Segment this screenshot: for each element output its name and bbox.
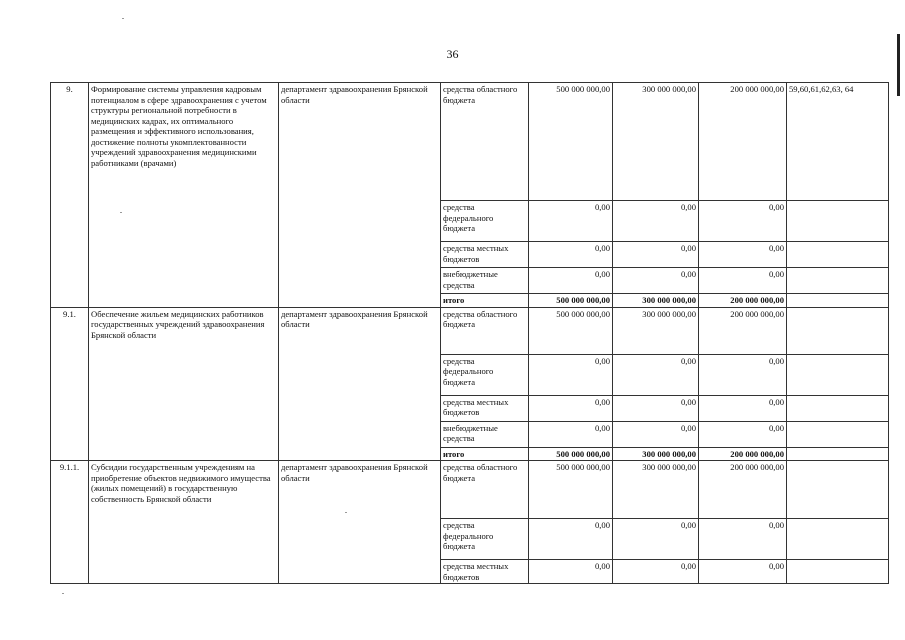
funding-source: средства федерального бюджета	[441, 201, 529, 242]
amount-cell: 0,00	[529, 268, 613, 294]
funding-source: средства местных бюджетов	[441, 242, 529, 268]
amount-cell: 0,00	[613, 421, 699, 447]
amount-cell: 200 000 000,00	[699, 461, 787, 519]
indicator-cell	[787, 395, 889, 421]
funding-source: средства областного бюджета	[441, 461, 529, 519]
table-row	[51, 307, 889, 354]
indicator-cell	[787, 307, 889, 354]
amount-cell: 0,00	[699, 268, 787, 294]
scan-edge-mark	[897, 34, 900, 96]
funding-source: средства местных бюджетов	[441, 560, 529, 584]
funding-source: средства областного бюджета	[441, 83, 529, 201]
amount-cell: 200 000 000,00	[699, 447, 787, 461]
amount-cell: 0,00	[529, 395, 613, 421]
amount-cell: 0,00	[699, 242, 787, 268]
amount-cell: 500 000 000,00	[529, 83, 613, 201]
table-row	[51, 83, 889, 201]
section-number: 9.1.	[51, 307, 89, 461]
funding-source: внебюджетные средства	[441, 421, 529, 447]
section-number: 9.	[51, 83, 89, 308]
amount-cell: 0,00	[529, 421, 613, 447]
amount-cell: 0,00	[529, 242, 613, 268]
section-name: Субсидии государственным учреждениям на приобретение объектов недвижимого имущества (жилых помещений) в государственную собственность Брянской области	[89, 461, 279, 584]
section-name: Формирование системы управления кадровым потенциалом в сфере здравоохранения с учетом структуры региональной потребности в медицинских кадрах, их оптимального размещения и эффективного использования, достижение полноты укомплектованности учреждений здравоохранения медицинскими работниками (врачами)	[89, 83, 279, 308]
indicator-cell	[787, 294, 889, 308]
amount-cell: 200 000 000,00	[699, 83, 787, 201]
amount-cell: 0,00	[613, 354, 699, 395]
indicator-numbers: 59,60,61,62,63, 64	[787, 83, 889, 201]
indicator-cell	[787, 201, 889, 242]
amount-cell: 0,00	[699, 560, 787, 584]
indicator-cell	[787, 519, 889, 560]
amount-cell: 0,00	[613, 242, 699, 268]
funding-source: итого	[441, 447, 529, 461]
section-name: Обеспечение жильем медицинских работников государственных учреждений здравоохранения Брянской области	[89, 307, 279, 461]
amount-cell: 200 000 000,00	[699, 294, 787, 308]
amount-cell: 0,00	[699, 354, 787, 395]
funding-source: средства федерального бюджета	[441, 519, 529, 560]
scan-speck	[122, 18, 124, 19]
funding-source: средства федерального бюджета	[441, 354, 529, 395]
amount-cell: 500 000 000,00	[529, 447, 613, 461]
funding-source: итого	[441, 294, 529, 308]
amount-cell: 500 000 000,00	[529, 307, 613, 354]
section-number: 9.1.1.	[51, 461, 89, 584]
amount-cell: 0,00	[613, 560, 699, 584]
budget-table	[50, 82, 889, 584]
table-row	[51, 461, 889, 519]
indicator-cell	[787, 461, 889, 519]
amount-cell: 0,00	[613, 395, 699, 421]
amount-cell: 0,00	[699, 421, 787, 447]
amount-cell: 0,00	[529, 201, 613, 242]
amount-cell: 300 000 000,00	[613, 461, 699, 519]
amount-cell: 0,00	[699, 519, 787, 560]
indicator-cell	[787, 421, 889, 447]
indicator-cell	[787, 354, 889, 395]
amount-cell: 0,00	[699, 201, 787, 242]
amount-cell: 0,00	[613, 268, 699, 294]
indicator-cell	[787, 242, 889, 268]
section-executor: департамент здравоохранения Брянской области	[279, 307, 441, 461]
amount-cell: 0,00	[613, 201, 699, 242]
amount-cell: 300 000 000,00	[613, 294, 699, 308]
section-executor: департамент здравоохранения Брянской области	[279, 461, 441, 584]
scan-speck	[62, 593, 64, 594]
funding-source: средства местных бюджетов	[441, 395, 529, 421]
amount-cell: 300 000 000,00	[613, 447, 699, 461]
indicator-cell	[787, 560, 889, 584]
amount-cell: 0,00	[699, 395, 787, 421]
amount-cell: 500 000 000,00	[529, 294, 613, 308]
page-number: 36	[446, 47, 459, 61]
section-executor: департамент здравоохранения Брянской области	[279, 83, 441, 308]
amount-cell: 0,00	[529, 354, 613, 395]
funding-source: средства областного бюджета	[441, 307, 529, 354]
amount-cell: 0,00	[529, 519, 613, 560]
amount-cell: 0,00	[613, 519, 699, 560]
amount-cell: 200 000 000,00	[699, 307, 787, 354]
amount-cell: 500 000 000,00	[529, 461, 613, 519]
amount-cell: 300 000 000,00	[613, 83, 699, 201]
amount-cell: 300 000 000,00	[613, 307, 699, 354]
indicator-cell	[787, 447, 889, 461]
indicator-cell	[787, 268, 889, 294]
amount-cell: 0,00	[529, 560, 613, 584]
funding-source: внебюджетные средства	[441, 268, 529, 294]
